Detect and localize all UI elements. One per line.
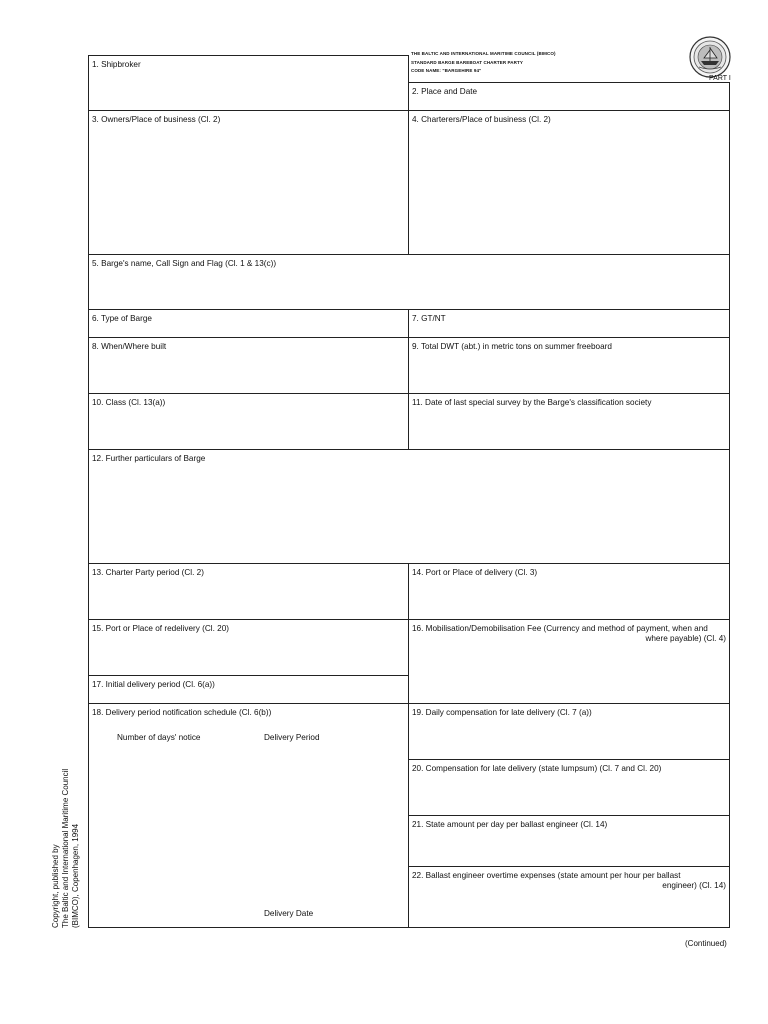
box-port-of-delivery-label: 14. Port or Place of delivery (Cl. 3) <box>412 568 538 577</box>
box-daily-compensation[interactable] <box>408 703 730 760</box>
box-port-of-delivery[interactable] <box>408 563 730 620</box>
box-further-particulars-label: 12. Further particulars of Barge <box>92 454 206 463</box>
box-late-delivery-lumpsum-label: 20. Compensation for late delivery (state lumpsum) (Cl. 7 and Cl. 20) <box>412 764 662 773</box>
box-charter-period[interactable] <box>88 563 409 620</box>
delivery-schedule-days-notice-header: Number of days' notice <box>117 733 201 742</box>
box-charterers[interactable] <box>408 110 730 255</box>
box-ballast-engineer-rate[interactable] <box>408 815 730 867</box>
box-delivery-schedule-label: 18. Delivery period notification schedule (Cl. 6(b)) <box>92 708 272 717</box>
box-port-of-redelivery-label: 15. Port or Place of redelivery (Cl. 20) <box>92 624 229 633</box>
box-gt-nt[interactable] <box>408 309 730 338</box>
box-last-special-survey-label: 11. Date of last special survey by the Barge's classification society <box>412 398 652 407</box>
box-ballast-engineer-overtime-label-cont: engineer) (Cl. 14) <box>662 881 726 890</box>
box-class[interactable] <box>88 393 409 450</box>
delivery-schedule-date-label: Delivery Date <box>264 909 314 918</box>
box-ballast-engineer-overtime-label: 22. Ballast engineer overtime expenses (state amount per hour per ballast <box>412 871 681 880</box>
box-gt-nt-label: 7. GT/NT <box>412 314 446 323</box>
box-further-particulars[interactable] <box>88 449 730 564</box>
header-doc-title: STANDARD BARGE BAREBOAT CHARTER PARTY <box>411 60 523 65</box>
header-code-name: CODE NAME: "BARGEHIRE 94" <box>411 68 482 73</box>
box-owners-label: 3. Owners/Place of business (Cl. 2) <box>92 115 221 124</box>
copyright-note <box>51 748 81 928</box>
box-late-delivery-lumpsum[interactable] <box>408 759 730 816</box>
box-total-dwt[interactable] <box>408 337 730 394</box>
continued-label: (Continued) <box>685 939 727 948</box>
delivery-schedule-period-header: Delivery Period <box>264 733 320 742</box>
box-barge-name-label: 5. Barge's name, Call Sign and Flag (Cl. 1 & 13(c)) <box>92 259 277 268</box>
copyright-line-1: Copyright, published by <box>51 844 60 928</box>
part-label: PART I <box>709 75 731 82</box>
box-when-where-built-label: 8. When/Where built <box>92 342 167 351</box>
box-when-where-built[interactable] <box>88 337 409 394</box>
copyright-line-2: The Baltic and International Maritime Council <box>61 768 70 928</box>
box-mobilisation-fee[interactable] <box>408 619 730 704</box>
box-type-of-barge[interactable] <box>88 309 409 338</box>
box-place-and-date-label: 2. Place and Date <box>412 87 478 96</box>
box-shipbroker[interactable] <box>88 55 409 111</box>
box-shipbroker-label: 1. Shipbroker <box>92 60 141 69</box>
box-ballast-engineer-overtime[interactable] <box>408 866 730 928</box>
box-daily-compensation-label: 19. Daily compensation for late delivery (Cl. 7 (a)) <box>412 708 592 717</box>
copyright-line-3: (BIMCO), Copenhagen, 1994 <box>71 823 80 928</box>
header-org: THE BALTIC AND INTERNATIONAL MARITIME COUNCIL (BIMCO) <box>411 51 556 56</box>
box-charterers-label: 4. Charterers/Place of business (Cl. 2) <box>412 115 551 124</box>
box-owners[interactable] <box>88 110 409 255</box>
box-ballast-engineer-rate-label: 21. State amount per day per ballast engineer (Cl. 14) <box>412 820 608 829</box>
box-charter-period-label: 13. Charter Party period (Cl. 2) <box>92 568 204 577</box>
box-type-of-barge-label: 6. Type of Barge <box>92 314 152 323</box>
box-barge-name[interactable] <box>88 254 730 310</box>
box-port-of-redelivery[interactable] <box>88 619 409 676</box>
box-place-and-date[interactable] <box>408 82 730 111</box>
box-initial-delivery-period-label: 17. Initial delivery period (Cl. 6(a)) <box>92 680 215 689</box>
box-mobilisation-fee-label: 16. Mobilisation/Demobilisation Fee (Currency and method of payment, when and <box>412 624 708 633</box>
box-mobilisation-fee-label-cont: where payable) (Cl. 4) <box>645 634 726 643</box>
box-class-label: 10. Class (Cl. 13(a)) <box>92 398 166 407</box>
box-total-dwt-label: 9. Total DWT (abt.) in metric tons on summer freeboard <box>412 342 612 351</box>
box-initial-delivery-period[interactable] <box>88 675 409 704</box>
box-last-special-survey[interactable] <box>408 393 730 450</box>
bimco-seal-icon <box>689 36 731 78</box>
